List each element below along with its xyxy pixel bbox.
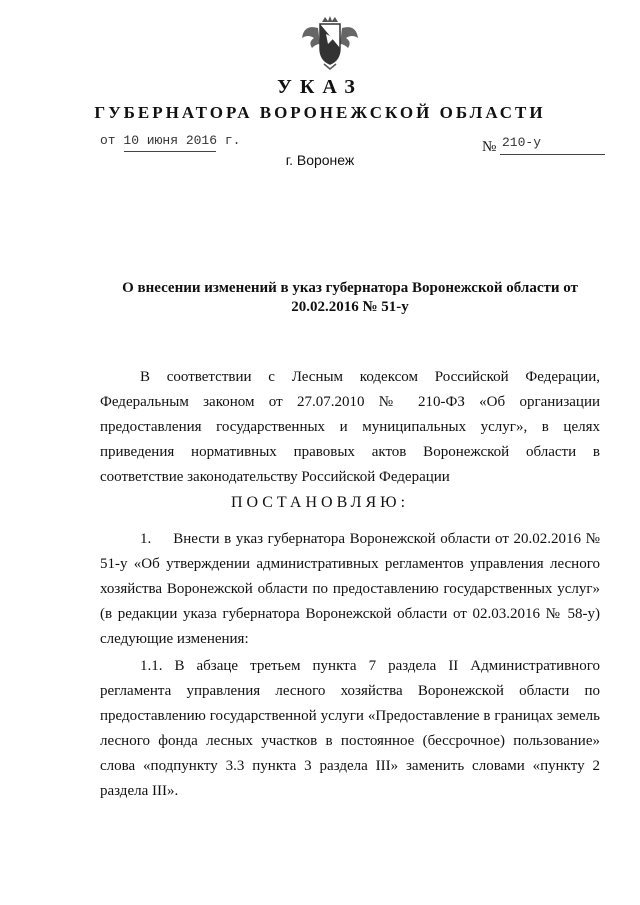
- item-1-1-text: 1.1. В абзаце третьем пункта 7 раздела II Административного регламента управления лесного хозяйства Воронежской области по предоставлению государственной услуги «Предоставление в границах земель лесного фонда лесных участков в постоянное (бессрочное) пользование» слова «подпункту 3.3 пункта 3 раздела III» заменить словами «пункту 2 раздела III».: [100, 658, 600, 799]
- city-label: г. Воронеж: [285, 152, 355, 168]
- coat-of-arms-icon: [298, 14, 362, 70]
- item-1-paragraph: [100, 527, 600, 652]
- item-1-1-paragraph: [100, 654, 600, 804]
- document-subject: О внесении изменений в указ губернатора Воронежской области от 20.02.2016 № 51-у: [122, 280, 578, 315]
- item-1-text: Внести в указ губернатора Воронежской области от 20.02.2016 № 51-у «Об утверждении административных регламентов управления лесного хозяйства Воронежской области по предоставлению государственных услуг» (в редакции указа губернатора Воронежской области от 02.03.2016 № 58-у) следующие изменения:: [100, 531, 600, 647]
- preamble-paragraph: В соответствии с Лесным кодексом Российской Федерации, Федеральным законом от 27.07.2010 № 210-ФЗ «Об организации предоставления государственных и муниципальных услуг», в целях приведения нормативных правовых актов Воронежской области в соответствие законодательству Российской Федерации: [100, 369, 600, 485]
- document-number: 210-у: [502, 135, 542, 150]
- decree-word: ПОСТАНОВЛЯЮ:: [230, 494, 410, 511]
- document-date: от 10 июня 2016 г.: [100, 133, 241, 148]
- document-type-title: УКАЗ: [277, 76, 363, 98]
- number-sign: №: [482, 139, 497, 155]
- item-1-number: 1.: [140, 531, 152, 547]
- issuer-title: ГУБЕРНАТОРА ВОРОНЕЖСКОЙ ОБЛАСТИ: [94, 103, 546, 122]
